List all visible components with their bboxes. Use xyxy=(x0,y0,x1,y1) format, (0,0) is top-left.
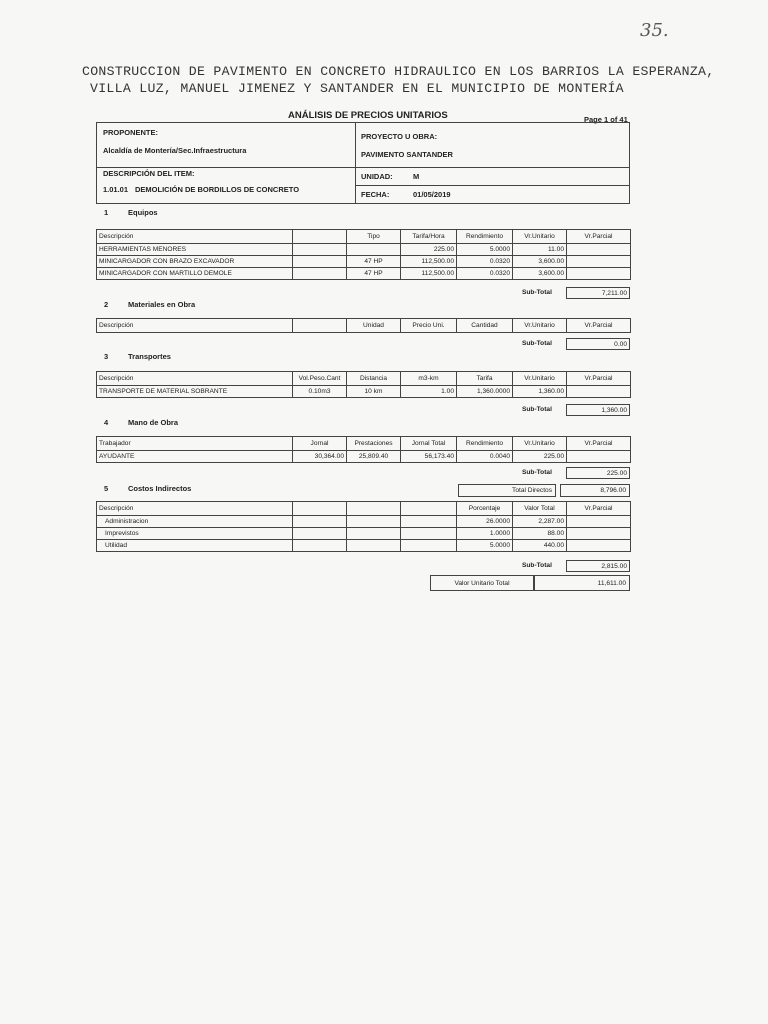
table-header-row: Descripción Vol.Peso.Cant Distancia m3-km Tarifa Vr.Unitario Vr.Parcial xyxy=(97,372,631,386)
equipos-subtotal-label: Sub-Total xyxy=(522,289,552,296)
transportes-subtotal-label: Sub-Total xyxy=(522,406,552,413)
indirectos-subtotal-label: Sub-Total xyxy=(522,562,552,569)
item-description: DEMOLICIÓN DE BORDILLOS DE CONCRETO xyxy=(135,185,300,194)
descripcion-label: DESCRIPCIÓN DEL ITEM: xyxy=(103,169,195,178)
section-transportes-title: 3 Transportes xyxy=(104,352,171,361)
fecha-value: 01/05/2019 xyxy=(413,190,451,199)
document-title-line-2: VILLA LUZ, MANUEL JIMENEZ Y SANTANDER EN EL MUNICIPIO DE MONTERÍA xyxy=(90,81,624,96)
valor-unitario-total: 11,611.00 xyxy=(534,575,630,591)
handwritten-page-number: 35. xyxy=(640,20,669,41)
table-row: HERRAMIENTAS MENORES 225.00 5.0000 11.00 xyxy=(97,244,631,256)
table-header-row: Descripción Tipo Tarifa/Hora Rendimiento Vr.Unitario Vr.Parcial xyxy=(97,230,631,244)
table-row: Utilidad 5.0000 440.00 xyxy=(97,540,631,552)
header-box xyxy=(96,122,630,204)
table-row: Imprevistos 1.0000 88.00 xyxy=(97,528,631,540)
document-title-line-1: CONSTRUCCION DE PAVIMENTO EN CONCRETO HIDRAULICO EN LOS BARRIOS LA ESPERANZA, xyxy=(82,64,715,79)
materiales-subtotal-label: Sub-Total xyxy=(522,340,552,347)
mano-obra-table xyxy=(96,436,631,463)
equipos-table xyxy=(96,229,631,280)
section-indirectos-title: 5 Costos Indirectos xyxy=(104,484,192,493)
proponente-value: Alcaldía de Montería/Sec.Infraestructura xyxy=(103,146,247,155)
proyecto-label: PROYECTO U OBRA: xyxy=(361,132,438,141)
table-row: MINICARGADOR CON MARTILLO DEMOLE 47 HP 112,500.00 0.0320 3,600.00 xyxy=(97,268,631,280)
mano-obra-subtotal: 225.00 xyxy=(566,467,630,479)
fecha-label: FECHA: xyxy=(361,190,390,199)
materiales-table xyxy=(96,318,631,333)
apu-title: ANÁLISIS DE PRECIOS UNITARIOS xyxy=(288,110,448,121)
indirectos-table xyxy=(96,501,631,552)
total-directos-label: Total Directos xyxy=(458,484,556,497)
section-mano-obra-title: 4 Mano de Obra xyxy=(104,418,179,427)
transportes-table xyxy=(96,371,631,398)
table-header-row: Trabajador Jornal Prestaciones Jornal Total Rendimiento Vr.Unitario Vr.Parcial xyxy=(97,437,631,451)
transportes-subtotal: 1,360.00 xyxy=(566,404,630,416)
equipos-subtotal: 7,211.00 xyxy=(566,287,630,299)
table-row: MINICARGADOR CON BRAZO EXCAVADOR 47 HP 112,500.00 0.0320 3,600.00 xyxy=(97,256,631,268)
valor-unitario-total-label: Valor Unitario Total xyxy=(430,575,534,591)
unidad-label: UNIDAD: xyxy=(361,172,393,181)
table-header-row: Descripción Unidad Precio Uni. Cantidad Vr.Unitario Vr.Parcial xyxy=(97,319,631,333)
item-code: 1.01.01 xyxy=(103,185,129,194)
mano-obra-subtotal-label: Sub-Total xyxy=(522,469,552,476)
table-row: TRANSPORTE DE MATERIAL SOBRANTE 0.10m3 10 km 1.00 1,360.0000 1,360.00 xyxy=(97,386,631,398)
proyecto-value: PAVIMENTO SANTANDER xyxy=(361,150,453,159)
indirectos-subtotal: 2,815.00 xyxy=(566,560,630,572)
table-row: AYUDANTE 30,364.00 25,809.40 56,173.40 0.0040 225.00 xyxy=(97,451,631,463)
total-directos-value: 8,796.00 xyxy=(560,484,630,497)
page-label: Page 1 of 41 xyxy=(584,115,628,124)
proponente-label: PROPONENTE: xyxy=(103,128,159,137)
table-header-row: Descripción Porcentaje Valor Total Vr.Parcial xyxy=(97,502,631,516)
materiales-subtotal: 0.00 xyxy=(566,338,630,350)
section-materiales-title: 2 Materiales en Obra xyxy=(104,300,196,309)
unidad-value: M xyxy=(413,172,420,181)
section-equipos-title: 1 Equipos xyxy=(104,208,158,217)
table-row: Administracion 26.0000 2,287.00 xyxy=(97,516,631,528)
